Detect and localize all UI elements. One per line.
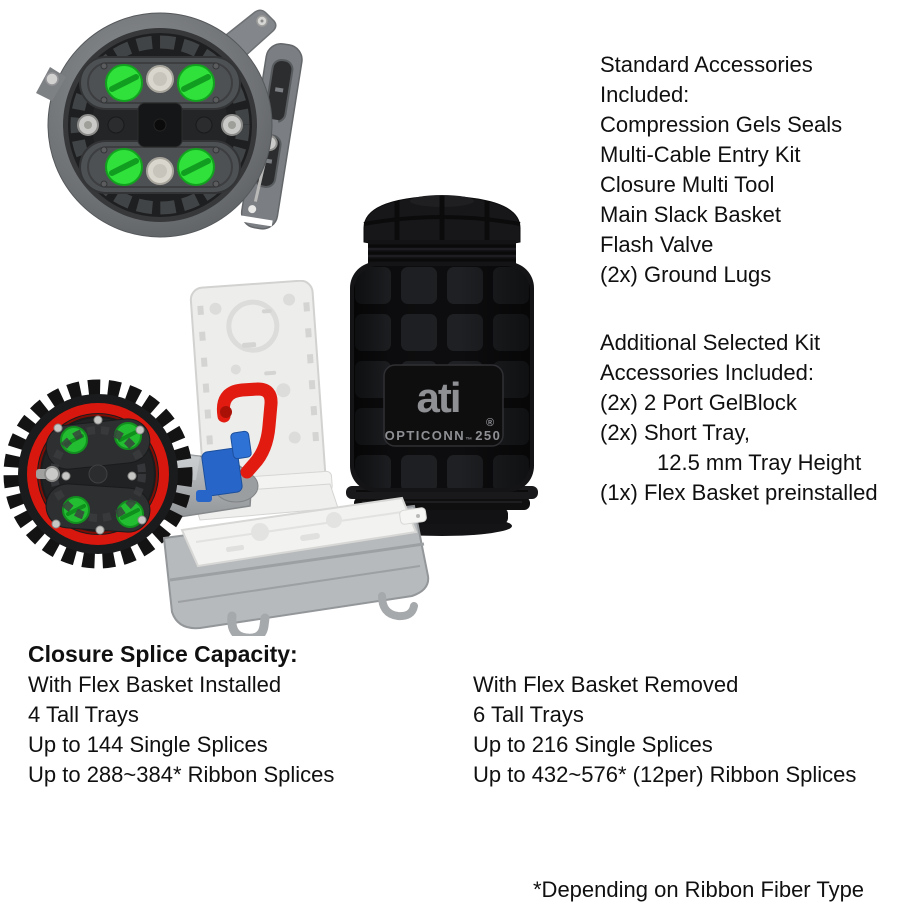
splice-capacity-left-column (28, 670, 334, 790)
standard-accessories-list (600, 50, 842, 290)
splice-capacity-right-column (473, 670, 856, 790)
additional-kit-title-line: Accessories Included: (600, 360, 814, 385)
capacity-line: With Flex Basket Installed (28, 672, 282, 697)
capacity-line: With Flex Basket Removed (473, 672, 739, 697)
accessory-item: Compression Gels Seals (600, 112, 843, 137)
registered-mark: ® (486, 417, 495, 429)
seal-disk (11, 387, 185, 561)
capacity-line: Up to 432~576* (12per) Ribbon Splices (473, 762, 857, 787)
additional-kit-list (600, 328, 878, 508)
capacity-line: Up to 288~384* Ribbon Splices (28, 762, 335, 787)
open-closure-image (0, 280, 432, 636)
standard-accessories-title-line: Included: (600, 82, 690, 107)
kit-item: (1x) Flex Basket preinstalled (600, 480, 878, 505)
capacity-line: Up to 144 Single Splices (28, 732, 268, 757)
accessory-item: (2x) Ground Lugs (600, 262, 772, 287)
closure-endcap-image (8, 5, 308, 245)
kit-item-detail: 12.5 mm Tray Height (657, 450, 862, 475)
accessory-item: Main Slack Basket (600, 202, 781, 227)
ati-logo: ati (416, 374, 460, 421)
capacity-line: 4 Tall Trays (28, 702, 139, 727)
capacity-line: Up to 216 Single Splices (473, 732, 713, 757)
additional-kit-title-line: Additional Selected Kit (600, 330, 821, 355)
rim-screw (46, 73, 58, 85)
accessory-item: Multi-Cable Entry Kit (600, 142, 801, 167)
accessory-item: Flash Valve (600, 232, 714, 257)
standard-accessories-title-line: Standard Accessories (600, 52, 813, 77)
kit-item: (2x) Short Tray, (600, 420, 750, 445)
splice-capacity-heading: Closure Splice Capacity: (28, 641, 298, 667)
footnote: *Depending on Ribbon Fiber Type (533, 877, 865, 902)
kit-item: (2x) 2 Port GelBlock (600, 390, 797, 415)
capacity-line: 6 Tall Trays (473, 702, 584, 727)
accessory-item: Closure Multi Tool (600, 172, 775, 197)
opticonn-250-label: OPTICONN™ 250 (384, 428, 502, 444)
